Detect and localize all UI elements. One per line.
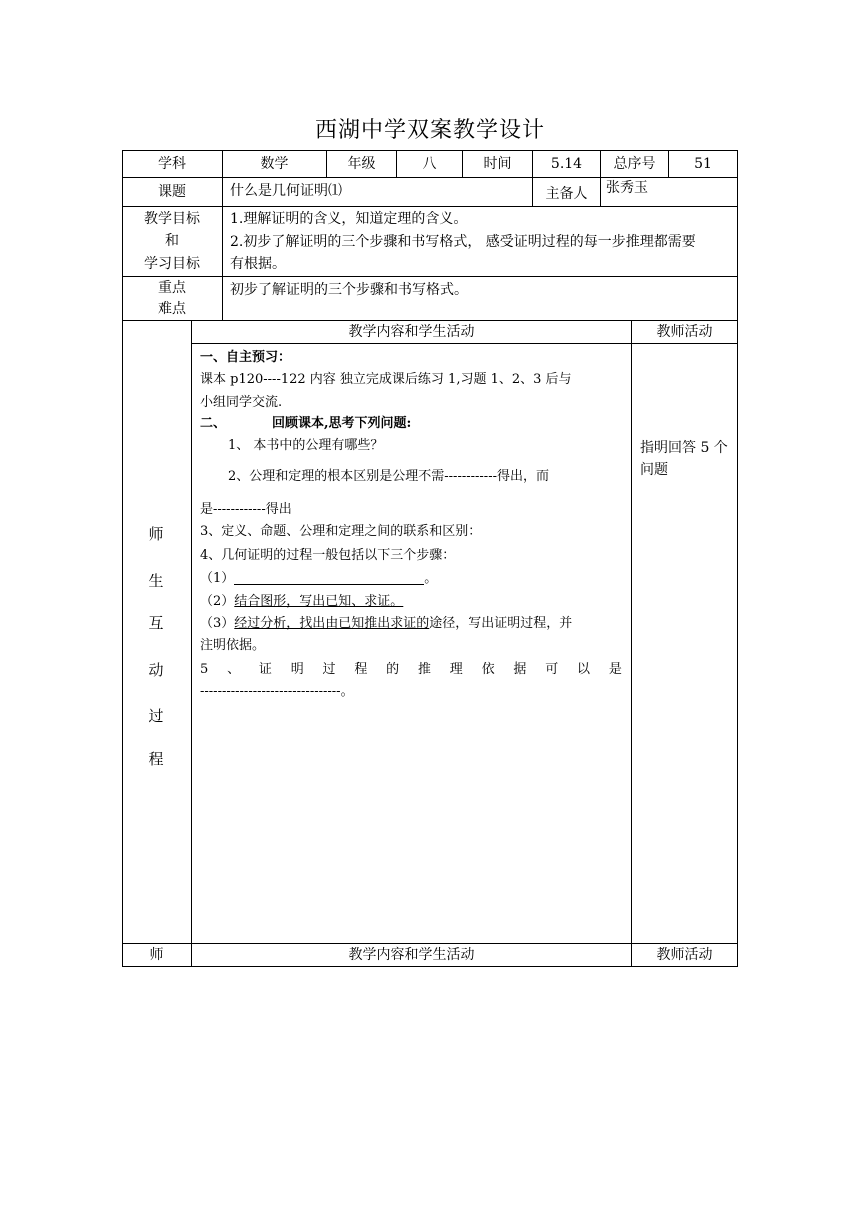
footer-col1: 师 xyxy=(149,947,164,963)
question-3: 3、定义、命题、公理和定理之间的联系和区别： xyxy=(200,524,482,539)
step-2: （2）结合图形，写出已知、求证。 xyxy=(200,594,404,609)
question-4: 4、几何证明的过程一般包括以下三个步骤： xyxy=(200,548,456,563)
section1-title: 一、自主预习： xyxy=(200,350,292,365)
section2-prefix: 二、 xyxy=(200,416,227,431)
time-label: 时间 xyxy=(483,156,512,172)
step-1-blank xyxy=(234,570,424,585)
preparer-value: 张秀玉 xyxy=(606,180,648,196)
question-1: 1、 本书中的公理有哪些？ xyxy=(228,438,384,453)
topic-value: 什么是几何证明⑴ xyxy=(230,183,342,199)
keypoints-text: 初步了解证明的三个步骤和书写格式。 xyxy=(230,282,468,298)
time-value: 5.14 xyxy=(550,156,583,172)
step-3: （3）经过分析，找出由已知推出求证的途径，写出证明过程，并 xyxy=(200,616,573,631)
teacher-header: 教师活动 xyxy=(656,324,713,340)
step-1: （1） 。 xyxy=(200,571,438,586)
grade-value: 八 xyxy=(422,156,437,172)
section1-line2: 小组同学交流. xyxy=(200,395,283,410)
preparer-label: 主备人 xyxy=(545,186,588,202)
serial-label: 总序号 xyxy=(613,156,656,172)
section2-title: 回顾课本,思考下列问题: xyxy=(272,416,412,431)
step-3-line2: 注明依据。 xyxy=(200,638,266,653)
subject-value: 数学 xyxy=(260,156,289,172)
question-2a: 2、公理和定理的根本区别是公理不需------------得出，而 xyxy=(228,469,549,484)
section1-line1: 课本 p120----122 内容 独立完成课后练习 1,习题 1、2、3 后与 xyxy=(200,372,572,387)
question-5: 5 、 证 明 过 程 的 推 理 依 据 可 以 是 xyxy=(200,662,622,677)
subject-label: 学科 xyxy=(158,156,186,172)
footer-content-header: 教学内容和学生活动 xyxy=(348,947,475,963)
footer-teacher-header: 教师活动 xyxy=(656,947,713,963)
topic-label: 课题 xyxy=(158,184,186,200)
question-5-line2: --------------------------------。 xyxy=(200,684,354,699)
page-title: 西湖中学双案教学设计 xyxy=(314,118,545,143)
grade-label: 年级 xyxy=(347,156,376,172)
content-header: 教学内容和学生活动 xyxy=(348,324,475,340)
serial-value: 51 xyxy=(694,156,712,172)
question-2b: 是------------得出 xyxy=(200,502,292,517)
